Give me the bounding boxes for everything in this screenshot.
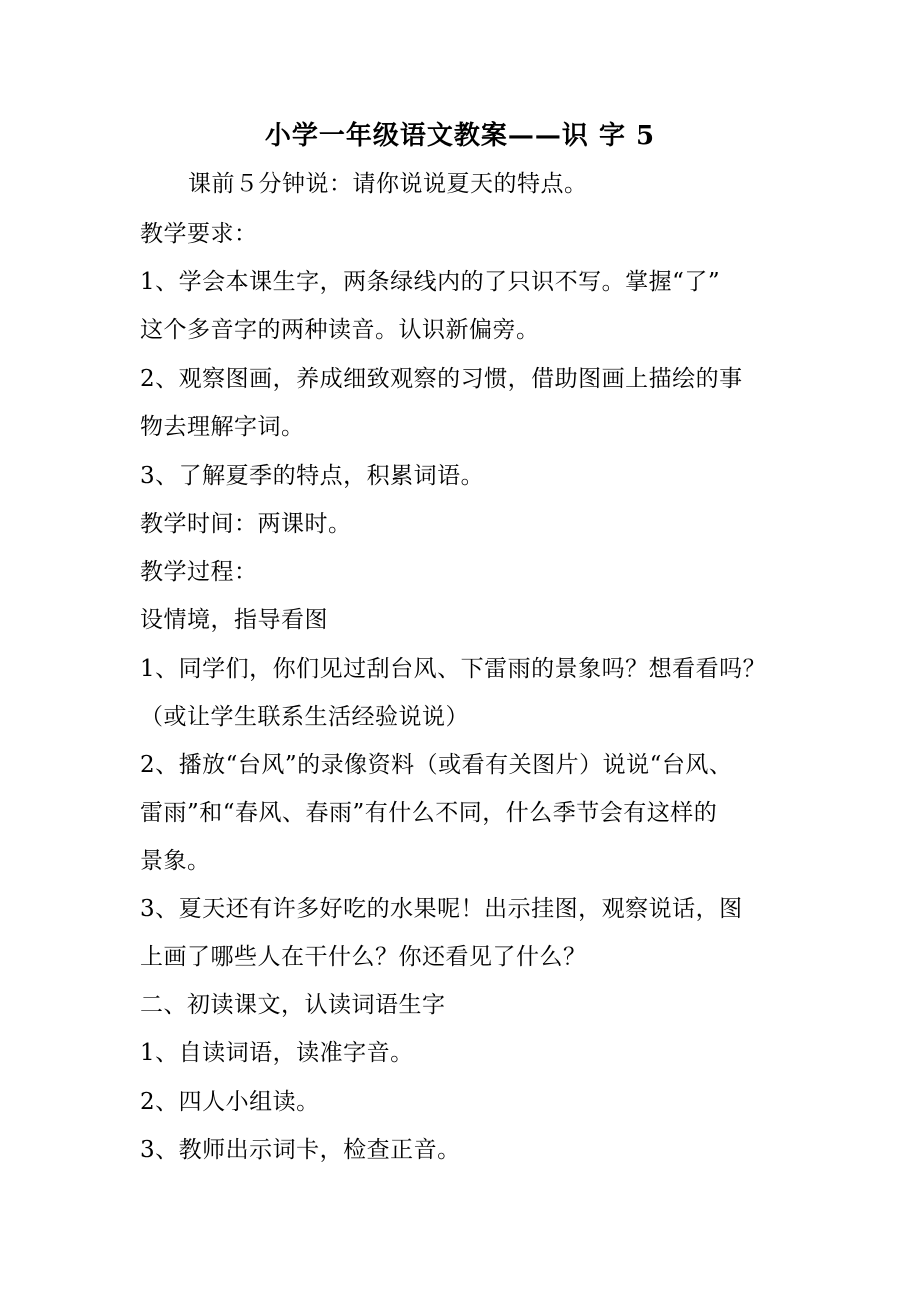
section-set-scene: 设情境，指导看图 <box>140 607 328 633</box>
process-2-line-1: 2、播放“台风”的录像资料（或看有关图片）说说“台风、 <box>140 752 733 778</box>
process-1-line-2: （或让学生联系生活经验说说） <box>140 704 469 730</box>
requirement-3: 3、了解夏季的特点，积累词语。 <box>140 463 485 489</box>
pre-class-prompt: 课前５分钟说：请你说说夏天的特点。 <box>188 171 588 197</box>
process-3-line-1: 3、夏天还有许多好吃的水果呢！出示挂图，观察说话，图 <box>140 896 743 922</box>
heading-teaching-process: 教学过程： <box>140 559 258 585</box>
process-3-line-2: 上画了哪些人在干什么？你还看见了什么？ <box>140 944 587 970</box>
requirement-1-line-1: 1、学会本课生字，两条绿线内的了只识不写。掌握“了” <box>140 269 721 295</box>
requirement-2-line-1: 2、观察图画，养成细致观察的习惯，借助图画上描绘的事 <box>140 366 743 392</box>
section-first-reading: 二、初读课文，认读词语生字 <box>140 992 446 1018</box>
process-2-line-2: 雷雨”和“春风、春雨”有什么不同，什么季节会有这样的 <box>140 800 718 826</box>
document-title: 小学一年级语文教案——识 字 5 <box>264 121 656 151</box>
process-2-line-3: 景象。 <box>140 848 211 874</box>
reading-step-2: 2、四人小组读。 <box>140 1089 320 1115</box>
teaching-time: 教学时间：两课时。 <box>140 511 352 537</box>
process-1-line-1: 1、同学们，你们见过刮台风、下雷雨的景象吗？想看看吗？ <box>140 656 767 682</box>
requirement-1-line-2: 这个多音字的两种读音。认识新偏旁。 <box>140 317 540 343</box>
requirement-2-line-2: 物去理解字词。 <box>140 414 305 440</box>
reading-step-3: 3、教师出示词卡，检查正音。 <box>140 1137 461 1163</box>
heading-teaching-requirements: 教学要求： <box>140 221 258 247</box>
reading-step-1: 1、自读词语，读准字音。 <box>140 1040 414 1066</box>
